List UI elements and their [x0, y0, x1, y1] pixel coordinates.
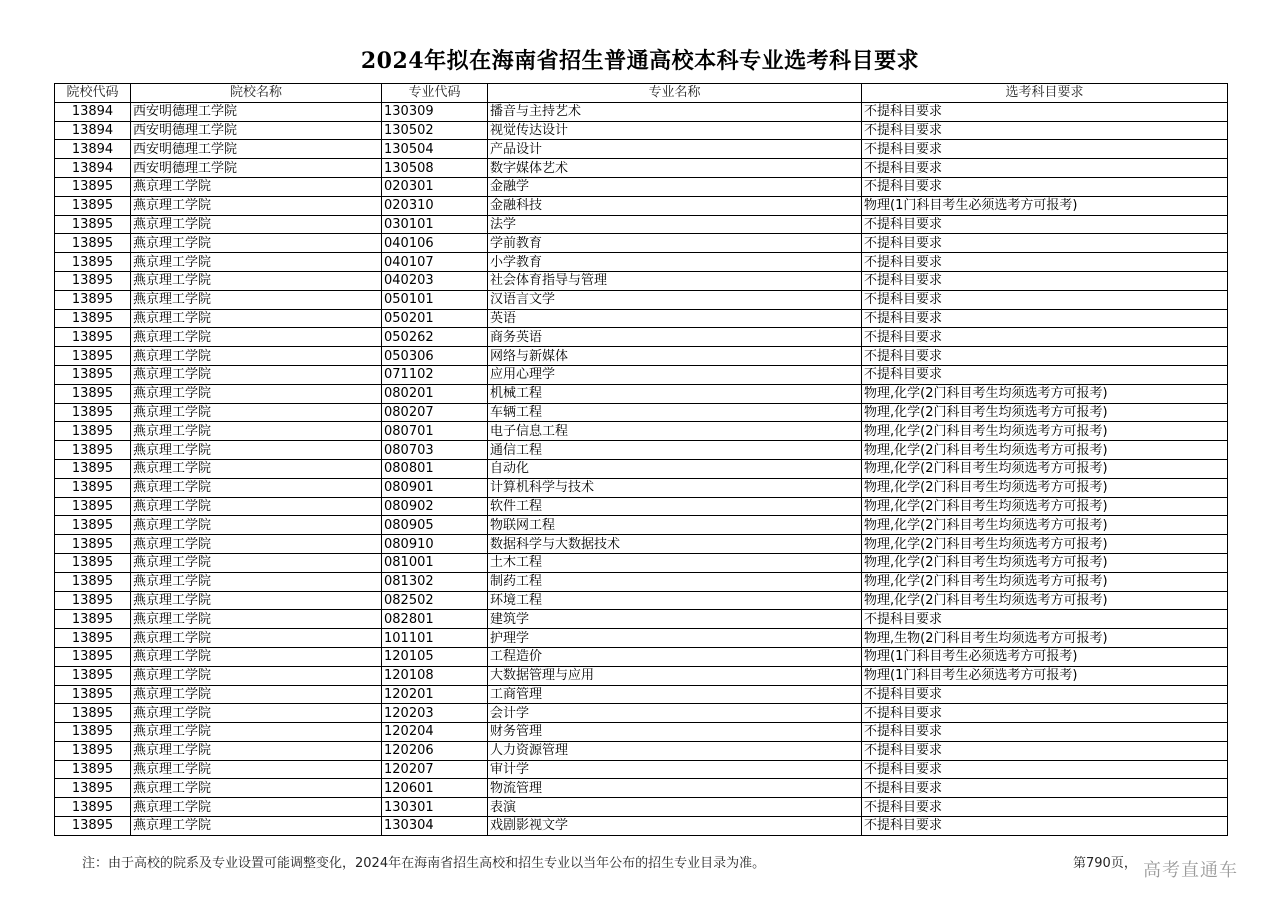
major-code-cell: 130304 [382, 817, 488, 836]
school-code-cell: 13895 [55, 234, 131, 253]
school-name-cell: 燕京理工学院 [131, 253, 382, 272]
school-code-cell: 13895 [55, 553, 131, 572]
requirement-cell: 物理,化学(2门科目考生均须选考方可报考) [862, 403, 1228, 422]
school-name-cell: 燕京理工学院 [131, 441, 382, 460]
major-name-cell: 应用心理学 [488, 365, 862, 384]
school-code-cell: 13895 [55, 177, 131, 196]
major-code-cell: 080201 [382, 384, 488, 403]
major-name-cell: 自动化 [488, 459, 862, 478]
table-row [55, 572, 1228, 591]
major-code-cell: 040107 [382, 253, 488, 272]
major-name-cell: 机械工程 [488, 384, 862, 403]
table-row [55, 328, 1228, 347]
table-row [55, 779, 1228, 798]
table-row [55, 535, 1228, 554]
requirement-cell: 不提科目要求 [862, 290, 1228, 309]
major-code-cell: 081001 [382, 553, 488, 572]
requirement-cell: 不提科目要求 [862, 215, 1228, 234]
header-major-name: 专业名称 [488, 84, 862, 103]
requirement-cell: 不提科目要求 [862, 723, 1228, 742]
school-name-cell: 燕京理工学院 [131, 271, 382, 290]
table-row [55, 253, 1228, 272]
school-name-cell: 燕京理工学院 [131, 779, 382, 798]
major-code-cell: 130309 [382, 102, 488, 121]
school-name-cell: 燕京理工学院 [131, 497, 382, 516]
school-name-cell: 燕京理工学院 [131, 290, 382, 309]
school-name-cell: 燕京理工学院 [131, 177, 382, 196]
school-code-cell: 13895 [55, 516, 131, 535]
table-row [55, 459, 1228, 478]
table-header [55, 84, 1228, 103]
major-name-cell: 建筑学 [488, 610, 862, 629]
table-body [55, 102, 1228, 835]
major-name-cell: 土木工程 [488, 553, 862, 572]
table-row [55, 102, 1228, 121]
major-code-cell: 082801 [382, 610, 488, 629]
document-title: 2024年拟在海南省招生普通高校本科专业选考科目要求 [360, 48, 920, 74]
requirement-cell: 不提科目要求 [862, 309, 1228, 328]
school-code-cell: 13895 [55, 441, 131, 460]
table-row [55, 685, 1228, 704]
major-code-cell: 080901 [382, 478, 488, 497]
requirement-cell: 不提科目要求 [862, 271, 1228, 290]
requirement-cell: 不提科目要求 [862, 159, 1228, 178]
school-code-cell: 13895 [55, 290, 131, 309]
header-school-code: 院校代码 [55, 84, 131, 103]
school-code-cell: 13895 [55, 384, 131, 403]
major-code-cell: 130502 [382, 121, 488, 140]
requirement-cell: 不提科目要求 [862, 610, 1228, 629]
major-code-cell: 082502 [382, 591, 488, 610]
major-name-cell: 会计学 [488, 704, 862, 723]
requirement-cell: 不提科目要求 [862, 234, 1228, 253]
major-name-cell: 视觉传达设计 [488, 121, 862, 140]
major-code-cell: 120601 [382, 779, 488, 798]
major-code-cell: 101101 [382, 629, 488, 648]
major-code-cell: 030101 [382, 215, 488, 234]
major-name-cell: 播音与主持艺术 [488, 102, 862, 121]
school-code-cell: 13894 [55, 159, 131, 178]
school-name-cell: 燕京理工学院 [131, 384, 382, 403]
major-code-cell: 040106 [382, 234, 488, 253]
major-name-cell: 财务管理 [488, 723, 862, 742]
major-code-cell: 080902 [382, 497, 488, 516]
school-name-cell: 燕京理工学院 [131, 629, 382, 648]
major-name-cell: 环境工程 [488, 591, 862, 610]
school-name-cell: 西安明德理工学院 [131, 121, 382, 140]
school-name-cell: 燕京理工学院 [131, 365, 382, 384]
school-name-cell: 燕京理工学院 [131, 328, 382, 347]
requirement-cell: 不提科目要求 [862, 704, 1228, 723]
major-code-cell: 080910 [382, 535, 488, 554]
footnote: 注：由于高校的院系及专业设置可能调整变化，2024年在海南省招生高校和招生专业以当年公布的招生专业目录为准。 [82, 856, 766, 871]
school-code-cell: 13895 [55, 741, 131, 760]
school-code-cell: 13895 [55, 328, 131, 347]
requirement-cell: 不提科目要求 [862, 177, 1228, 196]
school-name-cell: 西安明德理工学院 [131, 102, 382, 121]
requirements-table [54, 83, 1228, 836]
table-row [55, 798, 1228, 817]
school-code-cell: 13894 [55, 140, 131, 159]
major-code-cell: 020310 [382, 196, 488, 215]
requirement-cell: 不提科目要求 [862, 760, 1228, 779]
table-row [55, 365, 1228, 384]
major-code-cell: 120203 [382, 704, 488, 723]
requirement-cell: 物理,生物(2门科目考生均须选考方可报考) [862, 629, 1228, 648]
requirement-cell: 物理,化学(2门科目考生均须选考方可报考) [862, 591, 1228, 610]
table-row [55, 159, 1228, 178]
table-row [55, 610, 1228, 629]
school-name-cell: 燕京理工学院 [131, 798, 382, 817]
school-code-cell: 13895 [55, 723, 131, 742]
major-name-cell: 通信工程 [488, 441, 862, 460]
school-code-cell: 13895 [55, 535, 131, 554]
major-code-cell: 020301 [382, 177, 488, 196]
major-code-cell: 071102 [382, 365, 488, 384]
major-code-cell: 050101 [382, 290, 488, 309]
requirement-cell: 物理,化学(2门科目考生均须选考方可报考) [862, 535, 1228, 554]
requirement-cell: 物理,化学(2门科目考生均须选考方可报考) [862, 478, 1228, 497]
major-name-cell: 戏剧影视文学 [488, 817, 862, 836]
major-name-cell: 审计学 [488, 760, 862, 779]
major-code-cell: 080801 [382, 459, 488, 478]
major-name-cell: 法学 [488, 215, 862, 234]
school-name-cell: 燕京理工学院 [131, 572, 382, 591]
major-name-cell: 社会体育指导与管理 [488, 271, 862, 290]
requirement-cell: 不提科目要求 [862, 253, 1228, 272]
table-row [55, 723, 1228, 742]
header-subject-requirement: 选考科目要求 [862, 84, 1228, 103]
major-name-cell: 电子信息工程 [488, 422, 862, 441]
requirement-cell: 不提科目要求 [862, 817, 1228, 836]
major-code-cell: 050201 [382, 309, 488, 328]
major-name-cell: 物流管理 [488, 779, 862, 798]
school-code-cell: 13894 [55, 102, 131, 121]
school-name-cell: 燕京理工学院 [131, 704, 382, 723]
major-code-cell: 120207 [382, 760, 488, 779]
table-row [55, 309, 1228, 328]
table-row [55, 215, 1228, 234]
major-code-cell: 120105 [382, 647, 488, 666]
watermark: 高考直通车 [1143, 860, 1238, 881]
table-row [55, 478, 1228, 497]
table-row [55, 666, 1228, 685]
school-name-cell: 燕京理工学院 [131, 723, 382, 742]
school-name-cell: 燕京理工学院 [131, 403, 382, 422]
page-number: 第790页， [1073, 856, 1137, 871]
table-row [55, 271, 1228, 290]
requirement-cell: 不提科目要求 [862, 365, 1228, 384]
requirement-cell: 物理(1门科目考生必须选考方可报考) [862, 666, 1228, 685]
major-name-cell: 网络与新媒体 [488, 347, 862, 366]
requirement-cell: 物理,化学(2门科目考生均须选考方可报考) [862, 384, 1228, 403]
major-name-cell: 车辆工程 [488, 403, 862, 422]
major-code-cell: 120108 [382, 666, 488, 685]
major-name-cell: 工程造价 [488, 647, 862, 666]
major-name-cell: 英语 [488, 309, 862, 328]
school-code-cell: 13895 [55, 760, 131, 779]
table-row [55, 553, 1228, 572]
major-code-cell: 130508 [382, 159, 488, 178]
requirement-cell: 不提科目要求 [862, 779, 1228, 798]
school-name-cell: 燕京理工学院 [131, 685, 382, 704]
school-code-cell: 13895 [55, 347, 131, 366]
major-code-cell: 120204 [382, 723, 488, 742]
school-code-cell: 13895 [55, 309, 131, 328]
school-name-cell: 燕京理工学院 [131, 647, 382, 666]
major-name-cell: 学前教育 [488, 234, 862, 253]
school-code-cell: 13895 [55, 215, 131, 234]
major-name-cell: 商务英语 [488, 328, 862, 347]
school-code-cell: 13895 [55, 196, 131, 215]
requirement-cell: 物理(1门科目考生必须选考方可报考) [862, 196, 1228, 215]
table-row [55, 403, 1228, 422]
major-name-cell: 产品设计 [488, 140, 862, 159]
requirement-cell: 物理,化学(2门科目考生均须选考方可报考) [862, 497, 1228, 516]
school-name-cell: 西安明德理工学院 [131, 159, 382, 178]
table-row [55, 121, 1228, 140]
major-name-cell: 表演 [488, 798, 862, 817]
major-name-cell: 数字媒体艺术 [488, 159, 862, 178]
table-row [55, 234, 1228, 253]
table-row [55, 760, 1228, 779]
school-code-cell: 13895 [55, 478, 131, 497]
requirement-cell: 不提科目要求 [862, 121, 1228, 140]
requirement-cell: 物理,化学(2门科目考生均须选考方可报考) [862, 441, 1228, 460]
school-code-cell: 13895 [55, 610, 131, 629]
school-name-cell: 燕京理工学院 [131, 215, 382, 234]
school-code-cell: 13895 [55, 422, 131, 441]
major-code-cell: 080905 [382, 516, 488, 535]
major-code-cell: 130301 [382, 798, 488, 817]
school-code-cell: 13895 [55, 572, 131, 591]
major-name-cell: 金融学 [488, 177, 862, 196]
school-code-cell: 13895 [55, 685, 131, 704]
table-row [55, 817, 1228, 836]
requirement-cell: 物理,化学(2门科目考生均须选考方可报考) [862, 553, 1228, 572]
school-name-cell: 燕京理工学院 [131, 196, 382, 215]
major-code-cell: 120206 [382, 741, 488, 760]
school-code-cell: 13895 [55, 629, 131, 648]
major-code-cell: 130504 [382, 140, 488, 159]
school-code-cell: 13895 [55, 591, 131, 610]
school-code-cell: 13895 [55, 798, 131, 817]
school-name-cell: 燕京理工学院 [131, 610, 382, 629]
school-name-cell: 燕京理工学院 [131, 347, 382, 366]
school-name-cell: 燕京理工学院 [131, 516, 382, 535]
major-name-cell: 工商管理 [488, 685, 862, 704]
requirement-cell: 不提科目要求 [862, 685, 1228, 704]
table-row [55, 647, 1228, 666]
school-name-cell: 燕京理工学院 [131, 760, 382, 779]
requirement-cell: 物理,化学(2门科目考生均须选考方可报考) [862, 516, 1228, 535]
major-name-cell: 护理学 [488, 629, 862, 648]
school-name-cell: 燕京理工学院 [131, 234, 382, 253]
header-major-code: 专业代码 [382, 84, 488, 103]
school-name-cell: 燕京理工学院 [131, 591, 382, 610]
major-name-cell: 计算机科学与技术 [488, 478, 862, 497]
school-code-cell: 13895 [55, 403, 131, 422]
table-row [55, 347, 1228, 366]
school-code-cell: 13895 [55, 365, 131, 384]
school-name-cell: 燕京理工学院 [131, 459, 382, 478]
school-code-cell: 13895 [55, 779, 131, 798]
major-code-cell: 080703 [382, 441, 488, 460]
major-code-cell: 040203 [382, 271, 488, 290]
table-row [55, 422, 1228, 441]
major-name-cell: 数据科学与大数据技术 [488, 535, 862, 554]
school-code-cell: 13894 [55, 121, 131, 140]
school-code-cell: 13895 [55, 817, 131, 836]
requirement-cell: 不提科目要求 [862, 798, 1228, 817]
major-code-cell: 050262 [382, 328, 488, 347]
requirement-cell: 不提科目要求 [862, 102, 1228, 121]
major-name-cell: 汉语言文学 [488, 290, 862, 309]
school-name-cell: 燕京理工学院 [131, 817, 382, 836]
major-code-cell: 080701 [382, 422, 488, 441]
requirement-cell: 不提科目要求 [862, 328, 1228, 347]
requirement-cell: 物理,化学(2门科目考生均须选考方可报考) [862, 459, 1228, 478]
school-code-cell: 13895 [55, 459, 131, 478]
school-name-cell: 燕京理工学院 [131, 666, 382, 685]
requirement-cell: 物理,化学(2门科目考生均须选考方可报考) [862, 422, 1228, 441]
table-row [55, 591, 1228, 610]
school-code-cell: 13895 [55, 271, 131, 290]
requirement-cell: 物理,化学(2门科目考生均须选考方可报考) [862, 572, 1228, 591]
school-code-cell: 13895 [55, 666, 131, 685]
requirement-cell: 不提科目要求 [862, 741, 1228, 760]
table-row [55, 741, 1228, 760]
requirement-cell: 不提科目要求 [862, 140, 1228, 159]
school-code-cell: 13895 [55, 253, 131, 272]
major-name-cell: 人力资源管理 [488, 741, 862, 760]
header-school-name: 院校名称 [131, 84, 382, 103]
major-code-cell: 120201 [382, 685, 488, 704]
requirement-cell: 物理(1门科目考生必须选考方可报考) [862, 647, 1228, 666]
table-row [55, 497, 1228, 516]
table-row [55, 196, 1228, 215]
major-code-cell: 081302 [382, 572, 488, 591]
major-code-cell: 080207 [382, 403, 488, 422]
header-row [55, 84, 1228, 103]
major-name-cell: 小学教育 [488, 253, 862, 272]
school-name-cell: 燕京理工学院 [131, 478, 382, 497]
table-row [55, 384, 1228, 403]
school-code-cell: 13895 [55, 704, 131, 723]
school-name-cell: 西安明德理工学院 [131, 140, 382, 159]
major-name-cell: 软件工程 [488, 497, 862, 516]
school-code-cell: 13895 [55, 647, 131, 666]
table-row [55, 290, 1228, 309]
table-row [55, 516, 1228, 535]
school-name-cell: 燕京理工学院 [131, 535, 382, 554]
table-row [55, 140, 1228, 159]
requirement-cell: 不提科目要求 [862, 347, 1228, 366]
table-row [55, 704, 1228, 723]
school-name-cell: 燕京理工学院 [131, 741, 382, 760]
major-name-cell: 物联网工程 [488, 516, 862, 535]
table-row [55, 177, 1228, 196]
major-name-cell: 大数据管理与应用 [488, 666, 862, 685]
table-row [55, 629, 1228, 648]
school-name-cell: 燕京理工学院 [131, 553, 382, 572]
school-code-cell: 13895 [55, 497, 131, 516]
major-code-cell: 050306 [382, 347, 488, 366]
school-name-cell: 燕京理工学院 [131, 422, 382, 441]
major-name-cell: 制药工程 [488, 572, 862, 591]
school-name-cell: 燕京理工学院 [131, 309, 382, 328]
table-row [55, 441, 1228, 460]
major-name-cell: 金融科技 [488, 196, 862, 215]
